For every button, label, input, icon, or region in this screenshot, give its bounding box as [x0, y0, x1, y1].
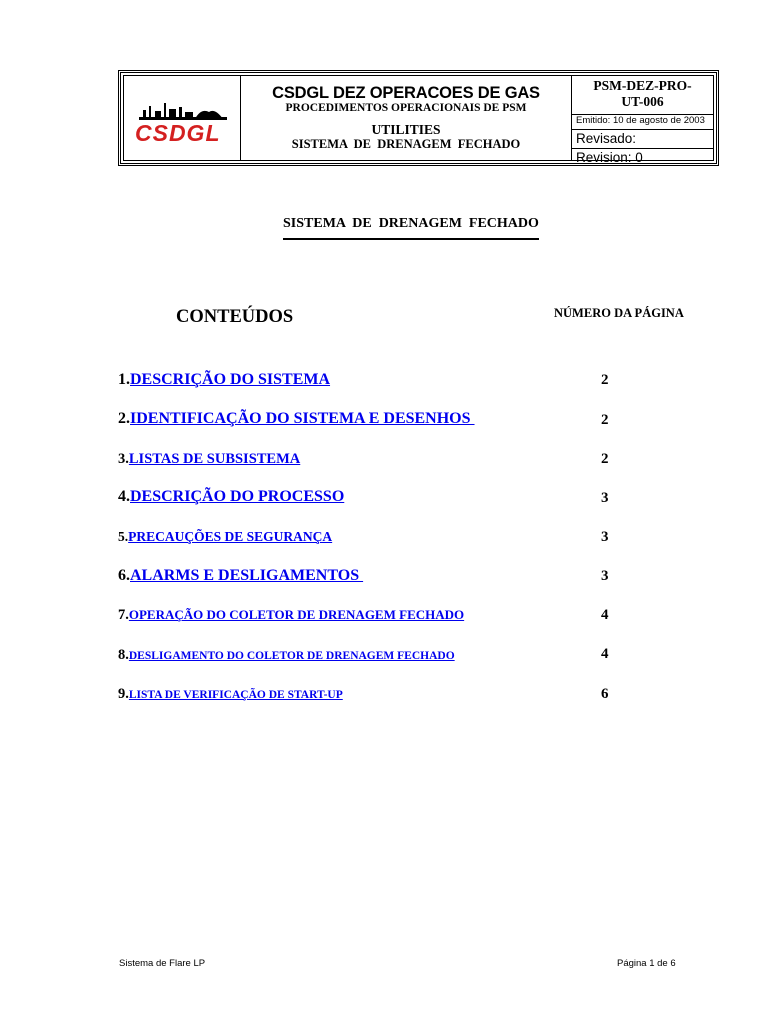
document-header: [118, 70, 719, 166]
toc-item-link[interactable]: ALARMS E DESLIGAMENTOS: [130, 567, 364, 584]
toc-item-number: 2.: [118, 410, 130, 427]
toc-item-link[interactable]: IDENTIFICAÇÃO DO SISTEMA E DESENHOS: [130, 410, 475, 427]
toc-item-link[interactable]: PRECAUÇÕES DE SEGURANÇA: [128, 529, 333, 544]
toc-item-page: 4: [601, 607, 609, 623]
procedures-title: PROCEDIMENTOS OPERACIONAIS DE PSM: [285, 102, 527, 114]
emission-date: Emitido: 10 de agosto de 2003: [572, 113, 713, 130]
toc-item[interactable]: [118, 647, 455, 664]
revision-number: Revision: 0: [576, 150, 643, 165]
toc-item-number: 6.: [118, 567, 130, 584]
toc-item-page: 3: [601, 490, 609, 506]
toc-item[interactable]: [118, 529, 332, 545]
system-title: SISTEMA DE DRENAGEM FECHADO: [291, 137, 521, 151]
toc-item-number: 1.: [118, 371, 130, 388]
document-code-line1: PSM-DEZ-PRO-: [593, 78, 692, 93]
toc-item-page: 4: [601, 646, 609, 662]
toc-item-link[interactable]: DESLIGAMENTO DO COLETOR DE DRENAGEM FECHADO: [128, 650, 455, 662]
toc-item-page: 3: [601, 529, 609, 545]
toc-item-link[interactable]: DESCRIÇÃO DO SISTEMA: [130, 371, 331, 388]
toc-item-link[interactable]: LISTA DE VERIFICAÇÃO DE START-UP: [128, 689, 343, 701]
toc-item[interactable]: [118, 567, 363, 585]
document-code-line2: UT-006: [621, 94, 664, 109]
toc-item-link[interactable]: DESCRIÇÃO DO PROCESSO: [130, 488, 345, 505]
toc-item[interactable]: [118, 488, 344, 506]
company-name: CSDGL DEZ OPERACOES DE GAS: [272, 84, 540, 102]
header-frame: [123, 75, 714, 165]
contents-heading: CONTEÚDOS: [176, 307, 294, 327]
toc-item-page: 2: [601, 451, 609, 467]
toc-item-number: 5.: [118, 529, 129, 544]
footer-page-number: Página 1 de 6: [617, 958, 676, 969]
toc-item-page: 2: [601, 412, 609, 428]
toc-item-link[interactable]: LISTAS DE SUBSISTEMA: [128, 451, 301, 467]
toc-item-link[interactable]: OPERAÇÃO DO COLETOR DE DRENAGEM FECHADO: [128, 607, 465, 622]
toc-item[interactable]: [118, 686, 343, 703]
logo-lettering: CSDGL: [135, 120, 221, 144]
toc-item-number: 3.: [118, 451, 129, 467]
document-title: SISTEMA DE DRENAGEM FECHADO: [283, 216, 539, 231]
document-info-cell: [572, 76, 713, 165]
title-cell: [241, 76, 572, 160]
footer-document-name: Sistema de Flare LP: [119, 958, 206, 969]
toc-item-number: 4.: [118, 488, 130, 505]
logo-cell: [124, 76, 241, 160]
toc-item[interactable]: [118, 607, 464, 624]
toc-item-page: 6: [601, 686, 609, 702]
company-logo: [131, 100, 233, 144]
revised-label: Revisado:: [572, 130, 713, 149]
page-number-heading: NÚMERO DA PÁGINA: [554, 306, 684, 320]
document-code: [572, 76, 713, 115]
toc-item-number: 7.: [118, 607, 129, 623]
toc-item-number: 8.: [118, 647, 129, 663]
toc-item-page: 3: [601, 568, 609, 584]
toc-item-number: 9.: [118, 686, 129, 702]
toc-item-page: 2: [601, 372, 609, 388]
toc-item[interactable]: [118, 451, 300, 468]
section-title: UTILITIES: [371, 122, 441, 137]
toc-item[interactable]: [118, 371, 330, 389]
title-underline: [283, 238, 539, 240]
toc-item[interactable]: [118, 410, 475, 428]
